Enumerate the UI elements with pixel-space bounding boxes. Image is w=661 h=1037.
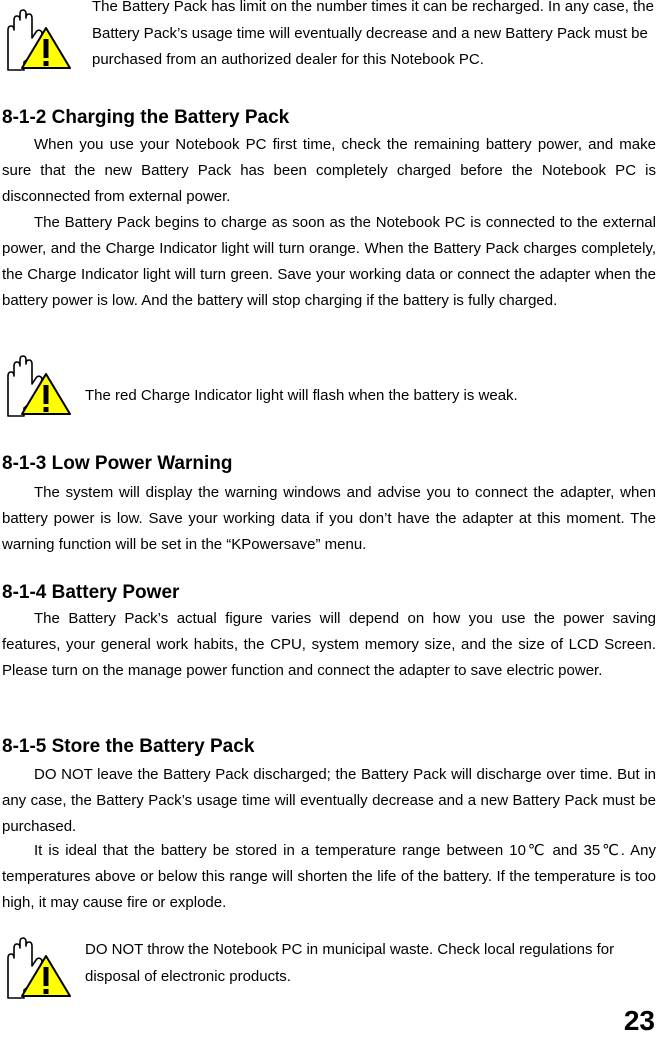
note-disposal-regulations: DO NOT throw the Notebook PC in municipal waste. Check local regulations for disposal of electronic products. (85, 941, 615, 985)
paragraph-first-use-charge: When you use your Notebook PC first time, check the remaining battery power, and make sure that the new Battery Pack has been completely charged before the Notebook PC is disconnected from external power. (2, 136, 656, 205)
warning-hand-icon (0, 352, 72, 418)
note-battery-recharge-limit: The Battery Pack has limit on the number times it can be recharged. In any case, the Battery Pack’s usage time will eventually decrease and a new Battery Pack must be purchased from an authorized dealer for this Notebook PC. (92, 0, 654, 68)
paragraph-charge-indicator: The Battery Pack begins to charge as soon as the Notebook PC is connected to the external power, and the Charge Indicator light will turn orange. When the Battery Pack charges completely, the Charge Indicator light will turn green. Save your working data or connect the adapter when the battery power is low. And the battery will stop charging if the battery is fully charged. (2, 214, 656, 309)
warning-hand-icon (0, 6, 72, 72)
paragraph-do-not-leave-discharged: DO NOT leave the Battery Pack discharged; the Battery Pack will discharge over time. But in any case, the Battery Pack’s usage time will eventually decrease and a new Battery Pack must be purchased. (2, 766, 656, 835)
paragraph-low-power-warning: The system will display the warning windows and advise you to connect the adapter, when battery power is low. Save your working data if you don’t have the adapter at this moment. The warning function will be set in the “KPowersave” menu. (2, 484, 656, 553)
heading-battery-power: 8-1-4 Battery Power (2, 582, 180, 603)
paragraph-battery-power: The Battery Pack’s actual figure varies will depend on how you use the power saving features, your general work habits, the CPU, system memory size, and the size of LCD Screen. Please turn on the manage power function and connect the adapter to save electric power. (2, 610, 656, 679)
heading-store-battery-pack: 8-1-5 Store the Battery Pack (2, 736, 255, 757)
page-number: 23 (623, 1005, 655, 1036)
warning-hand-icon (0, 934, 72, 1000)
heading-charging-battery-pack: 8-1-2 Charging the Battery Pack (2, 107, 290, 128)
paragraph-storage-temperature: It is ideal that the battery be stored in a temperature range between 10℃ and 35℃. Any temperatures above or below this range will shorten the life of the battery. If the temperature is too high, it may cause fire or explode. (2, 842, 656, 911)
heading-low-power-warning: 8-1-3 Low Power Warning (2, 453, 233, 474)
note-red-indicator-flash: The red Charge Indicator light will flash when the battery is weak. (85, 387, 518, 404)
